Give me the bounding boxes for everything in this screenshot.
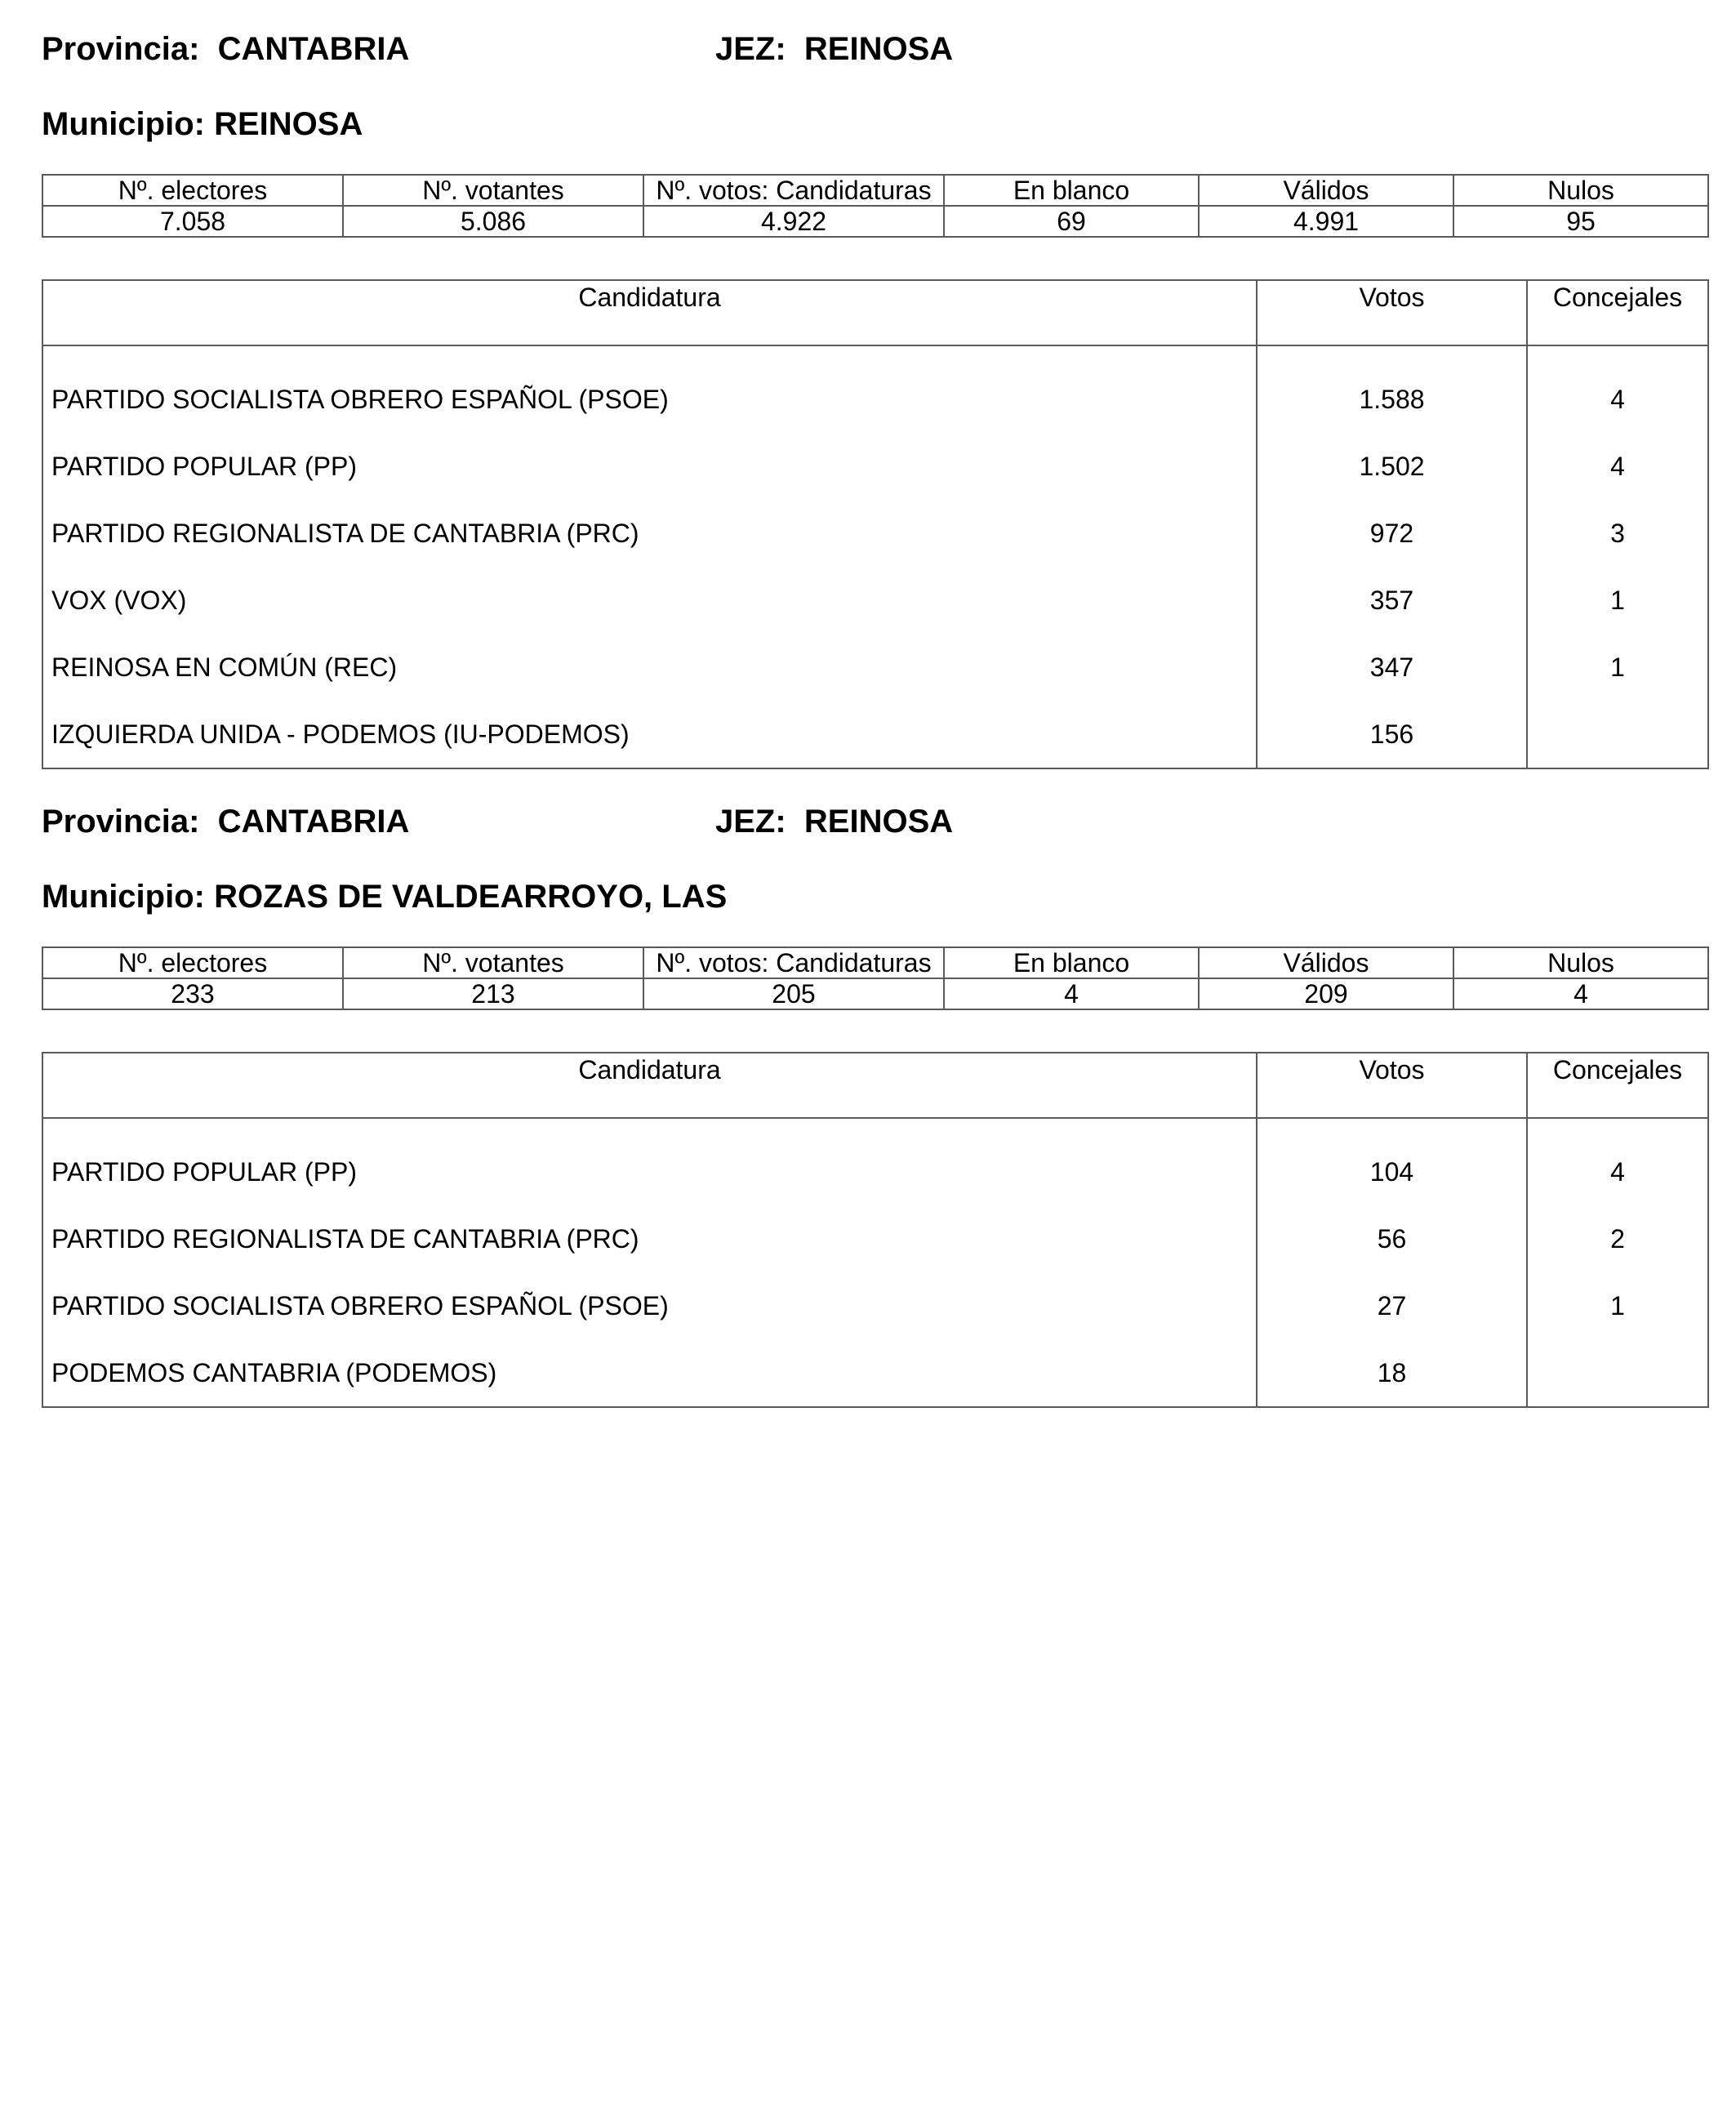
stats-value-row	[42, 978, 1708, 1009]
jez-value: REINOSA	[803, 31, 954, 67]
candidaturas-header-row	[42, 1053, 1708, 1118]
stats-value: 233	[42, 978, 343, 1009]
stats-value: 95	[1453, 206, 1708, 237]
candidatura-name: VOX (VOX)	[42, 567, 1257, 634]
municipio-label: Municipio:	[42, 106, 205, 142]
concejales-value: 4	[1527, 1118, 1708, 1205]
stats-header-row	[42, 947, 1708, 978]
table-row	[42, 701, 1708, 768]
concejales-value: 3	[1527, 500, 1708, 567]
votos-value: 347	[1257, 634, 1527, 701]
municipio-label: Municipio:	[42, 879, 205, 915]
provincia-header	[42, 805, 409, 838]
municipio-block-reinosa	[42, 0, 1707, 768]
concejales-value: 1	[1527, 1272, 1708, 1339]
votos-value: 357	[1257, 567, 1527, 634]
votos-value: 18	[1257, 1339, 1527, 1407]
stats-value: 4.922	[643, 206, 944, 237]
concejales-value: 1	[1527, 567, 1708, 634]
table-row	[42, 1339, 1708, 1407]
stats-value: 4.991	[1199, 206, 1453, 237]
provincia-header	[42, 33, 409, 65]
candidatura-name: PARTIDO SOCIALISTA OBRERO ESPAÑOL (PSOE)	[42, 345, 1257, 433]
concejales-value	[1527, 1339, 1708, 1407]
municipio-value: REINOSA	[214, 106, 363, 142]
stats-value: 4	[1453, 978, 1708, 1009]
votos-value: 156	[1257, 701, 1527, 768]
stats-header: Válidos	[1199, 175, 1453, 206]
jez-value: REINOSA	[803, 804, 954, 840]
col-header-candidatura: Candidatura	[42, 280, 1257, 345]
jez-label: JEZ:	[715, 804, 786, 840]
jez-header	[715, 805, 953, 838]
candidaturas-header-row	[42, 280, 1708, 345]
stats-header: En blanco	[944, 175, 1199, 206]
provincia-label: Provincia:	[42, 31, 200, 67]
votos-value: 27	[1257, 1272, 1527, 1339]
candidatura-name: PARTIDO REGIONALISTA DE CANTABRIA (PRC)	[42, 500, 1257, 567]
stats-value: 5.086	[343, 206, 643, 237]
concejales-value	[1527, 701, 1708, 768]
stats-table	[42, 946, 1709, 1010]
candidatura-name: PARTIDO POPULAR (PP)	[42, 433, 1257, 500]
stats-value: 205	[643, 978, 944, 1009]
concejales-value: 2	[1527, 1205, 1708, 1272]
municipio-header	[42, 108, 363, 140]
stats-header: Nº. votantes	[343, 947, 643, 978]
votos-value: 56	[1257, 1205, 1527, 1272]
concejales-value: 4	[1527, 345, 1708, 433]
stats-value: 4	[944, 978, 1199, 1009]
candidatura-name: PARTIDO POPULAR (PP)	[42, 1118, 1257, 1205]
votos-value: 104	[1257, 1118, 1527, 1205]
stats-header: Nulos	[1453, 175, 1708, 206]
stats-header: Nº. electores	[42, 175, 343, 206]
candidatura-name: IZQUIERDA UNIDA - PODEMOS (IU-PODEMOS)	[42, 701, 1257, 768]
candidaturas-table	[42, 1052, 1709, 1408]
stats-header: Válidos	[1199, 947, 1453, 978]
stats-header: Nº. votos: Candidaturas	[643, 947, 944, 978]
stats-value: 209	[1199, 978, 1453, 1009]
table-row	[42, 1118, 1708, 1205]
col-header-concejales: Concejales	[1527, 1053, 1708, 1118]
municipio-block-rozas	[42, 773, 1707, 1426]
table-row	[42, 1272, 1708, 1339]
col-header-concejales: Concejales	[1527, 280, 1708, 345]
table-row	[42, 567, 1708, 634]
jez-label: JEZ:	[715, 31, 786, 67]
table-row	[42, 433, 1708, 500]
provincia-label: Provincia:	[42, 804, 200, 840]
table-row	[42, 500, 1708, 567]
stats-header: Nulos	[1453, 947, 1708, 978]
municipio-header	[42, 880, 727, 913]
stats-value: 213	[343, 978, 643, 1009]
candidatura-name: PODEMOS CANTABRIA (PODEMOS)	[42, 1339, 1257, 1407]
col-header-votos: Votos	[1257, 1053, 1527, 1118]
candidatura-name: PARTIDO SOCIALISTA OBRERO ESPAÑOL (PSOE)	[42, 1272, 1257, 1339]
table-row	[42, 634, 1708, 701]
stats-value-row	[42, 206, 1708, 237]
concejales-value: 1	[1527, 634, 1708, 701]
stats-header: Nº. electores	[42, 947, 343, 978]
stats-header: Nº. votantes	[343, 175, 643, 206]
provincia-value: CANTABRIA	[217, 804, 410, 840]
col-header-candidatura: Candidatura	[42, 1053, 1257, 1118]
stats-value: 69	[944, 206, 1199, 237]
votos-value: 972	[1257, 500, 1527, 567]
stats-value: 7.058	[42, 206, 343, 237]
votos-value: 1.502	[1257, 433, 1527, 500]
candidatura-name: REINOSA EN COMÚN (REC)	[42, 634, 1257, 701]
municipio-value: ROZAS DE VALDEARROYO, LAS	[214, 879, 728, 915]
table-row	[42, 1205, 1708, 1272]
candidatura-name: PARTIDO REGIONALISTA DE CANTABRIA (PRC)	[42, 1205, 1257, 1272]
table-row	[42, 345, 1708, 433]
jez-header	[715, 33, 953, 65]
stats-table	[42, 174, 1709, 238]
stats-header: En blanco	[944, 947, 1199, 978]
votos-value: 1.588	[1257, 345, 1527, 433]
col-header-votos: Votos	[1257, 280, 1527, 345]
stats-header-row	[42, 175, 1708, 206]
provincia-value: CANTABRIA	[217, 31, 410, 67]
candidaturas-table	[42, 279, 1709, 769]
stats-header: Nº. votos: Candidaturas	[643, 175, 944, 206]
concejales-value: 4	[1527, 433, 1708, 500]
